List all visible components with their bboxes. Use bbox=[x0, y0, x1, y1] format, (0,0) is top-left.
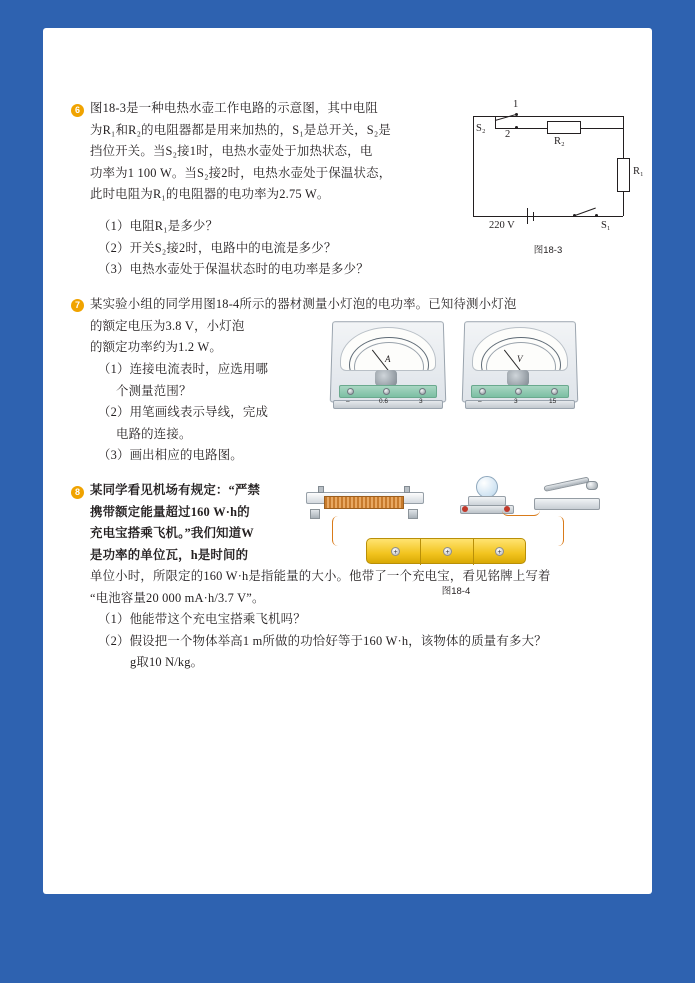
ammeter-symbol: A bbox=[385, 354, 391, 364]
battery-pack bbox=[366, 538, 526, 564]
switch-assembly[interactable] bbox=[534, 484, 600, 516]
s1-pivot bbox=[573, 214, 576, 217]
q8-sub-1: （1）他能带这个充电宝搭乘飞机吗？ bbox=[98, 612, 306, 626]
lead-battery-to-switch bbox=[520, 516, 564, 546]
q7-sub-2a: （2）用笔画线表示导线，完成 bbox=[98, 405, 269, 419]
question-7-subquestions bbox=[98, 359, 328, 467]
s2-blade bbox=[495, 114, 516, 121]
switch-knob[interactable] bbox=[586, 481, 598, 490]
q8-line-5: 单位小时，所限定的160 W·h是指能量的大小。他带了一个充电宝，看见铭牌上写着 bbox=[90, 569, 551, 583]
voltmeter-terminal-label-15: 15 bbox=[549, 398, 557, 405]
q7-sub-3: （3）画出相应的电路图。 bbox=[98, 448, 243, 462]
source-plate-short bbox=[533, 212, 534, 221]
switch-lever[interactable] bbox=[543, 477, 589, 492]
ammeter-terminal-label-0-6: 0.6 bbox=[379, 398, 389, 405]
rheostat-post-right[interactable] bbox=[404, 486, 410, 493]
q6-sub-2: （2）开关S₂接2时，电路中的电流是多少？ bbox=[98, 240, 337, 255]
question-8-body-bold bbox=[90, 480, 300, 566]
figure-18-4-apparatus bbox=[306, 476, 606, 591]
rheostat-foot-left bbox=[310, 509, 320, 519]
q6-line-1: 图18-3是一种电热水壶工作电路的示意图，其中电阻 bbox=[90, 101, 378, 115]
label-switch-s1: S₁ bbox=[601, 220, 611, 231]
q7-sub-1b: 个测量范围？ bbox=[116, 383, 192, 398]
figure-18-3 bbox=[443, 96, 644, 256]
voltmeter-terminal-label-negative: – bbox=[478, 398, 482, 405]
question-number-8: 8 bbox=[71, 486, 84, 499]
q8-line-1: 某同学看见机场有规定：“严禁 bbox=[90, 483, 261, 497]
battery-divider-1 bbox=[420, 539, 421, 565]
q8-line-3: 充电宝搭乘飞机。”我们知道W bbox=[90, 526, 254, 540]
lamp-terminal-left[interactable] bbox=[462, 506, 468, 512]
ammeter-terminal-label-3: 3 bbox=[419, 398, 423, 405]
question-6-subquestions bbox=[98, 216, 498, 281]
question-number-6: 6 bbox=[71, 104, 84, 117]
voltmeter-terminal-3[interactable] bbox=[515, 388, 522, 395]
contact-point-1 bbox=[515, 113, 518, 116]
lead-rheostat-to-battery bbox=[332, 516, 376, 546]
question-number-7: 7 bbox=[71, 299, 84, 312]
light-bulb bbox=[476, 476, 498, 498]
label-contact-2: 2 bbox=[505, 129, 511, 140]
battery-divider-2 bbox=[473, 539, 474, 565]
q6-line-4: 功率为1 100 W。当S₂接2时，电热水壶处于保温状态， bbox=[90, 165, 392, 180]
ammeter-terminal-0-6[interactable] bbox=[383, 388, 390, 395]
label-source-220v: 220 V bbox=[489, 220, 515, 231]
rheostat-post-left[interactable] bbox=[318, 486, 324, 493]
battery-terminal-3: + bbox=[495, 547, 504, 556]
q7-line-2: 的额定电压为3.8 V，小灯泡 bbox=[90, 318, 245, 333]
q6-sub-3: （3）电热水壶处于保温状态时的电功率是多少？ bbox=[98, 262, 369, 276]
label-resistor-R2: R₂ bbox=[554, 136, 565, 147]
wire-bottom bbox=[473, 216, 623, 217]
page-content bbox=[71, 58, 644, 738]
question-6-body bbox=[90, 98, 440, 206]
q8-line-6: “电池容量20 000 mA·h/3.7 V”。 bbox=[90, 590, 265, 605]
ammeter-adjuster-knob[interactable] bbox=[375, 370, 397, 386]
source-plate-long bbox=[527, 208, 528, 224]
voltmeter-terminal-negative[interactable] bbox=[479, 388, 486, 395]
q7-line-1: 某实验小组的同学用图18-4所示的器材测量小灯泡的电功率。已知待测小灯泡 bbox=[90, 297, 517, 311]
q6-line-3: 挡位开关。当S₂接1时，电热水壶处于加热状态，电 bbox=[90, 144, 373, 158]
contact-point-2 bbox=[515, 126, 518, 129]
q8-line-2: 携带额定能量超过160 W·h的 bbox=[90, 504, 250, 519]
q7-sub-2b: 电路的连接。 bbox=[116, 426, 192, 441]
q8-line-4: 是功率的单位瓦，h是时间的 bbox=[90, 547, 249, 562]
rheostat-coil bbox=[324, 496, 404, 509]
q6-line-5: 此时电阻为R₁的电阻器的电功率为2.75 W。 bbox=[90, 187, 330, 201]
battery-terminal-1: + bbox=[391, 547, 400, 556]
meters-group bbox=[331, 320, 581, 435]
figure-18-3-caption: 图18-3 bbox=[533, 245, 563, 256]
ammeter-terminal-negative[interactable] bbox=[347, 388, 354, 395]
label-resistor-R1: R₁ bbox=[633, 166, 644, 177]
q8-sub-2-cont: g取10 N/kg。 bbox=[130, 655, 204, 669]
voltmeter-terminal-label-3: 3 bbox=[514, 398, 518, 405]
wire-branch-right-drop bbox=[623, 116, 624, 128]
resistor-R2 bbox=[547, 121, 581, 134]
q6-sub-1: （1）电阻R₁是多少？ bbox=[98, 219, 219, 233]
rheostat-foot-right bbox=[408, 509, 418, 519]
q6-line-2: 为R₁和R₂的电阻器都是用来加热的，S₁是总开关，S₂是 bbox=[90, 122, 392, 137]
ammeter-terminal-label-negative: – bbox=[346, 398, 350, 405]
q8-sub-2: （2）假设把一个物体举高1 m所做的功恰好等于160 W·h，该物体的质量有多大？ bbox=[98, 633, 547, 648]
s1-contact bbox=[595, 214, 598, 217]
wire-to-contact2 bbox=[495, 128, 505, 129]
worksheet-page bbox=[43, 28, 652, 894]
q7-sub-1a: （1）连接电流表时，应选用哪 bbox=[98, 362, 269, 376]
ammeter bbox=[331, 320, 445, 425]
lead-lamp-to-switch bbox=[502, 504, 540, 516]
figure-18-4-caption: 图18-4 bbox=[441, 586, 471, 597]
ammeter-terminal-3[interactable] bbox=[419, 388, 426, 395]
voltmeter-adjuster-knob[interactable] bbox=[507, 370, 529, 386]
label-switch-s2: S₂ bbox=[476, 123, 486, 134]
voltmeter-symbol: V bbox=[517, 354, 523, 364]
resistor-R1 bbox=[617, 158, 630, 192]
voltmeter bbox=[463, 320, 577, 425]
label-contact-1: 1 bbox=[513, 99, 519, 110]
question-8-subquestions bbox=[98, 609, 643, 674]
s1-blade bbox=[575, 208, 596, 216]
wire-left bbox=[473, 116, 474, 216]
switch-base bbox=[534, 498, 600, 510]
voltmeter-terminal-15[interactable] bbox=[551, 388, 558, 395]
q7-line-3: 的额定功率约为1.2 W。 bbox=[90, 340, 223, 354]
battery-terminal-2: + bbox=[443, 547, 452, 556]
